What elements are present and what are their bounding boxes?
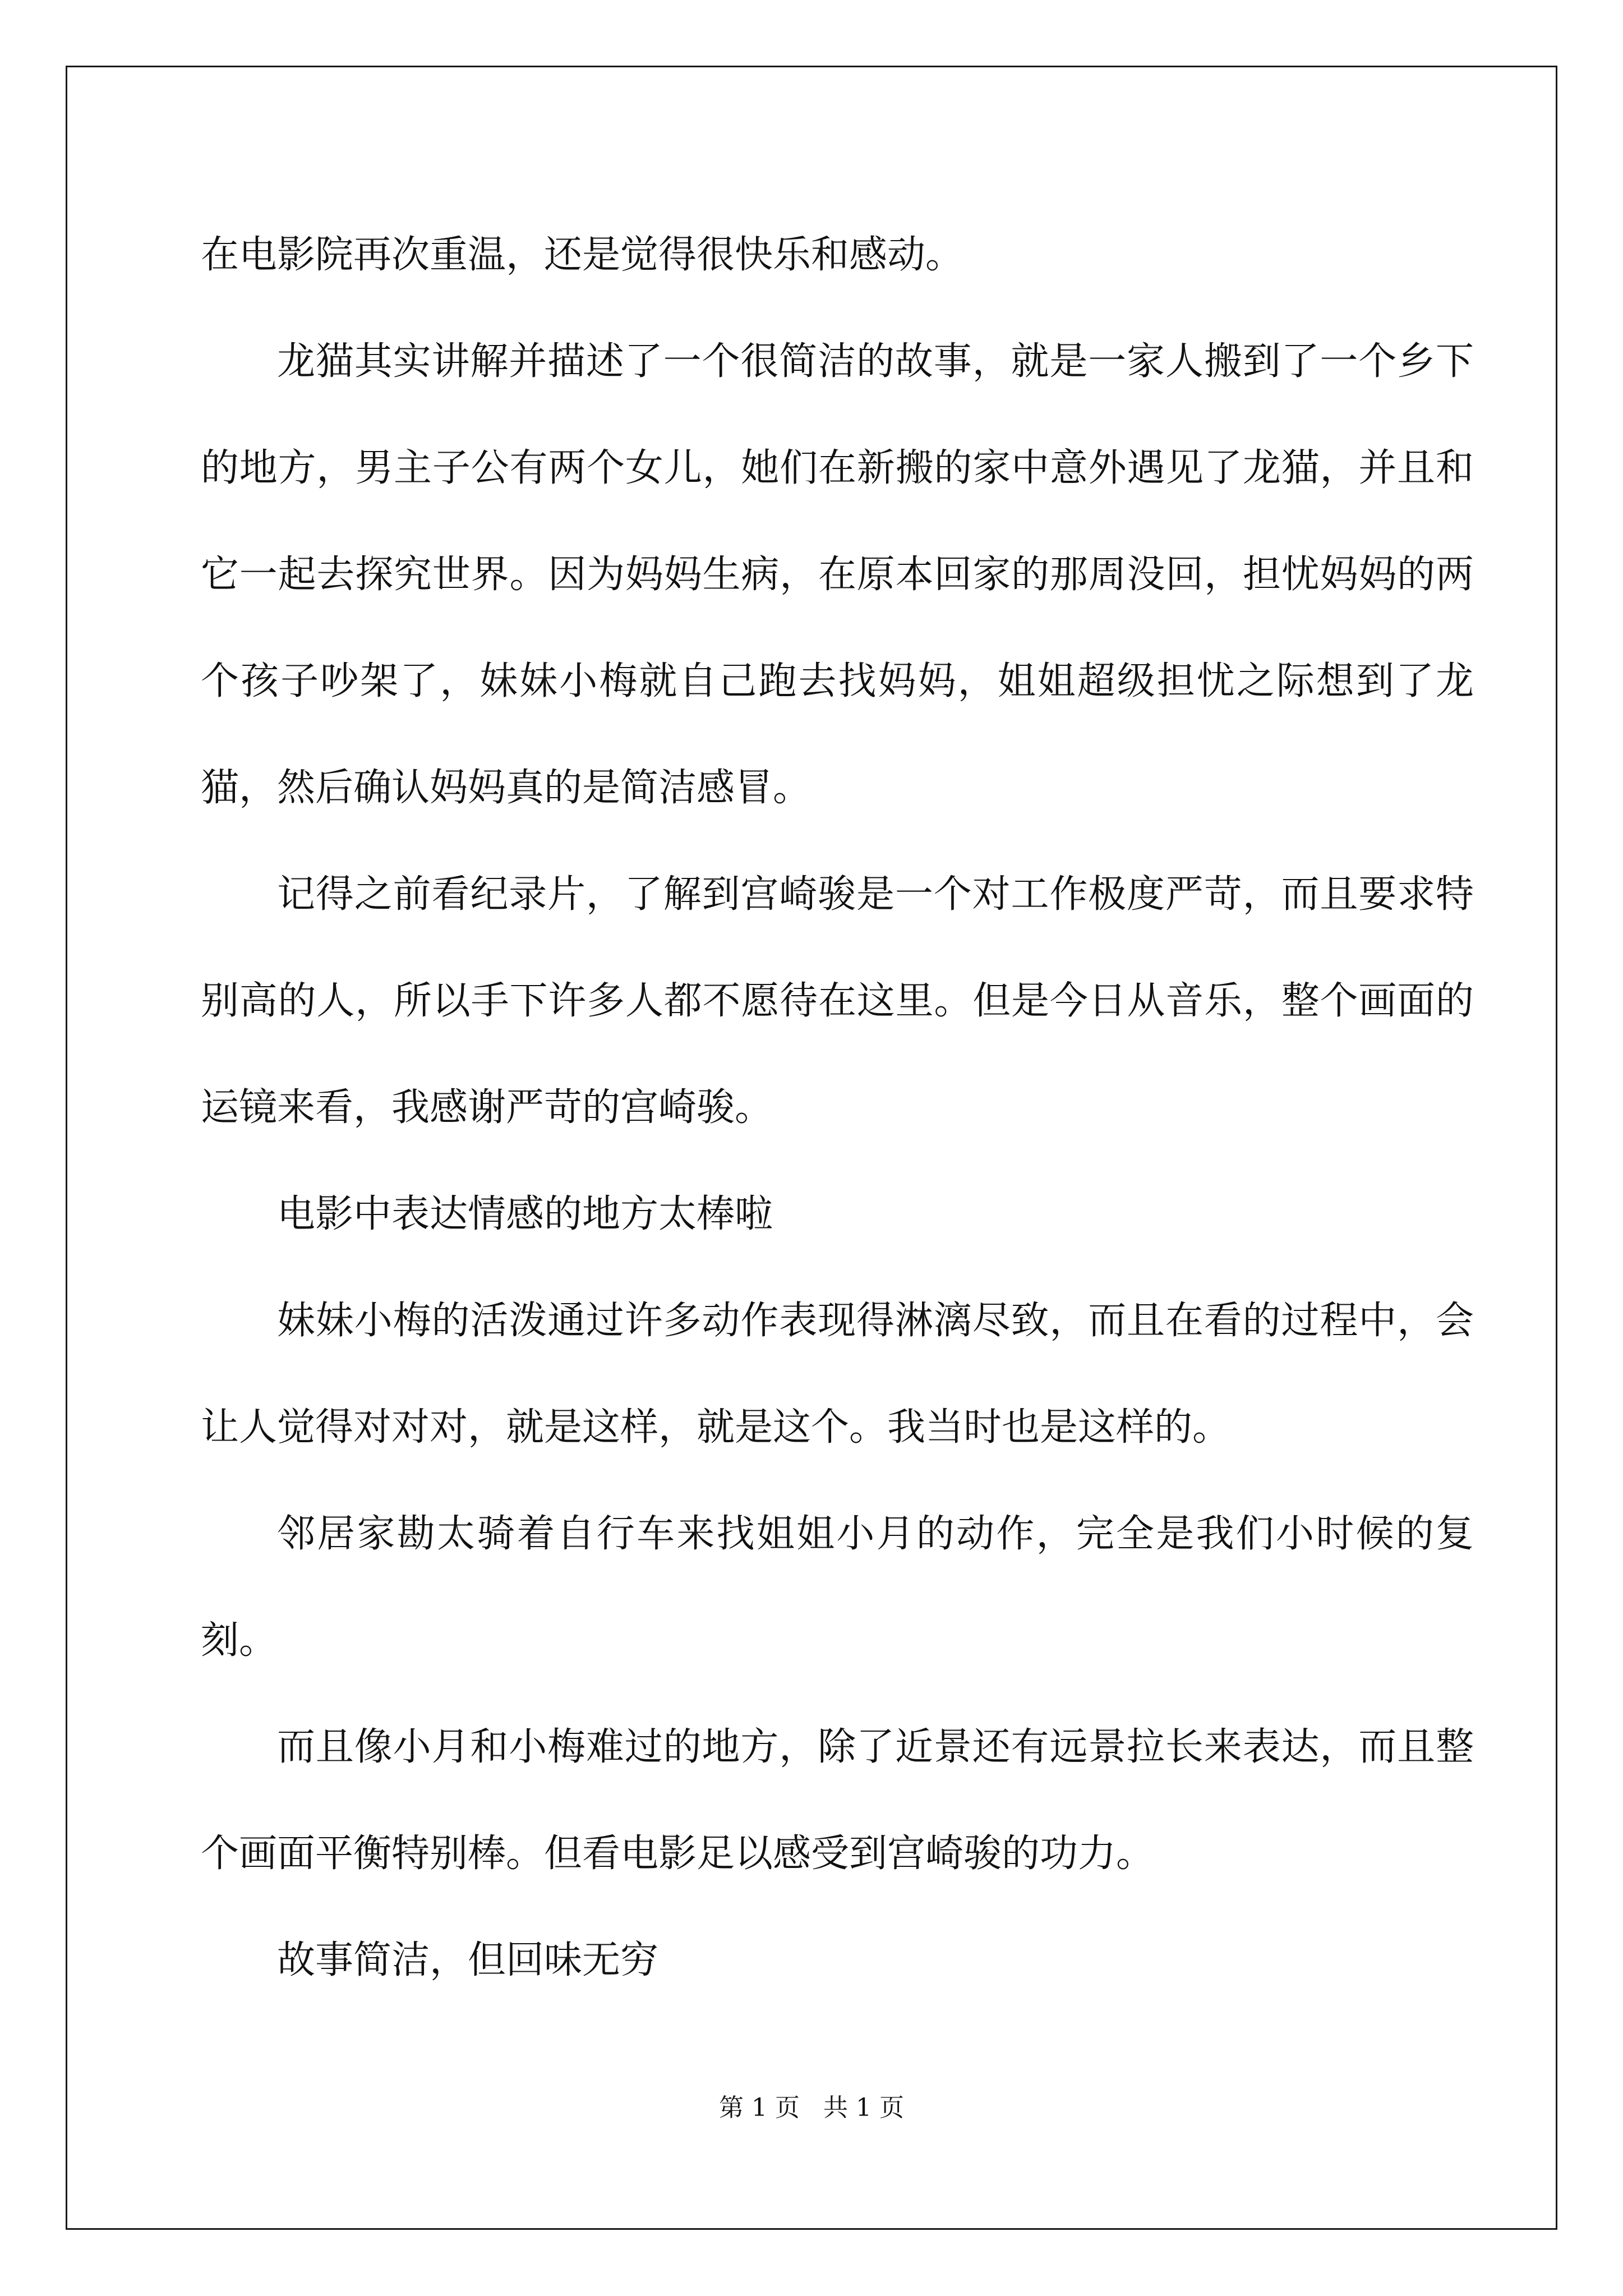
document-body [201, 202, 1474, 2014]
section-heading-emotion: 电影中表达情感的地方太棒啦 [277, 1192, 773, 1236]
paragraph-story-summary: 龙猫其实讲解并描述了一个很简洁的故事，就是一家人搬到了一个乡下的地方，男主子公有两个女儿，她们在新搬的家中意外遇见了龙猫，并且和它一起去探究世界。因为妈妈生病，在原本回家的那周没回，担忧妈妈的两个孩子吵架了，妹妹小梅就自己跑去找妈妈，姐姐超级担忧之际想到了龙猫，然后确认妈妈真的是简洁感冒。 [201, 339, 1474, 810]
paragraph-composition: 而且像小月和小梅难过的地方，除了近景还有远景拉长来表达，而且整个画面平衡特别棒。但看电影足以感受到宫崎骏的功力。 [201, 1725, 1474, 1876]
paragraph-continued: 在电影院再次重温，还是觉得很快乐和感动。 [201, 233, 964, 277]
paragraph-documentary: 记得之前看纪录片，了解到宫崎骏是一个对工作极度严苛，而且要求特别高的人，所以手下许多人都不愿待在这里。但是今日从音乐，整个画面的运镜来看，我感谢严苛的宫崎骏。 [201, 872, 1474, 1130]
section-heading-story: 故事简洁，但回味无穷 [277, 1938, 659, 1982]
paragraph-kanta: 邻居家勘太骑着自行车来找姐姐小月的动作，完全是我们小时候的复刻。 [201, 1512, 1474, 1663]
paragraph-xiaomei: 妹妹小梅的活泼通过许多动作表现得淋漓尽致，而且在看的过程中，会让人觉得对对对，就是这样，就是这个。我当时也是这样的。 [201, 1299, 1474, 1450]
page-number-footer: 第 1 页 共 1 页 [719, 2093, 904, 2122]
